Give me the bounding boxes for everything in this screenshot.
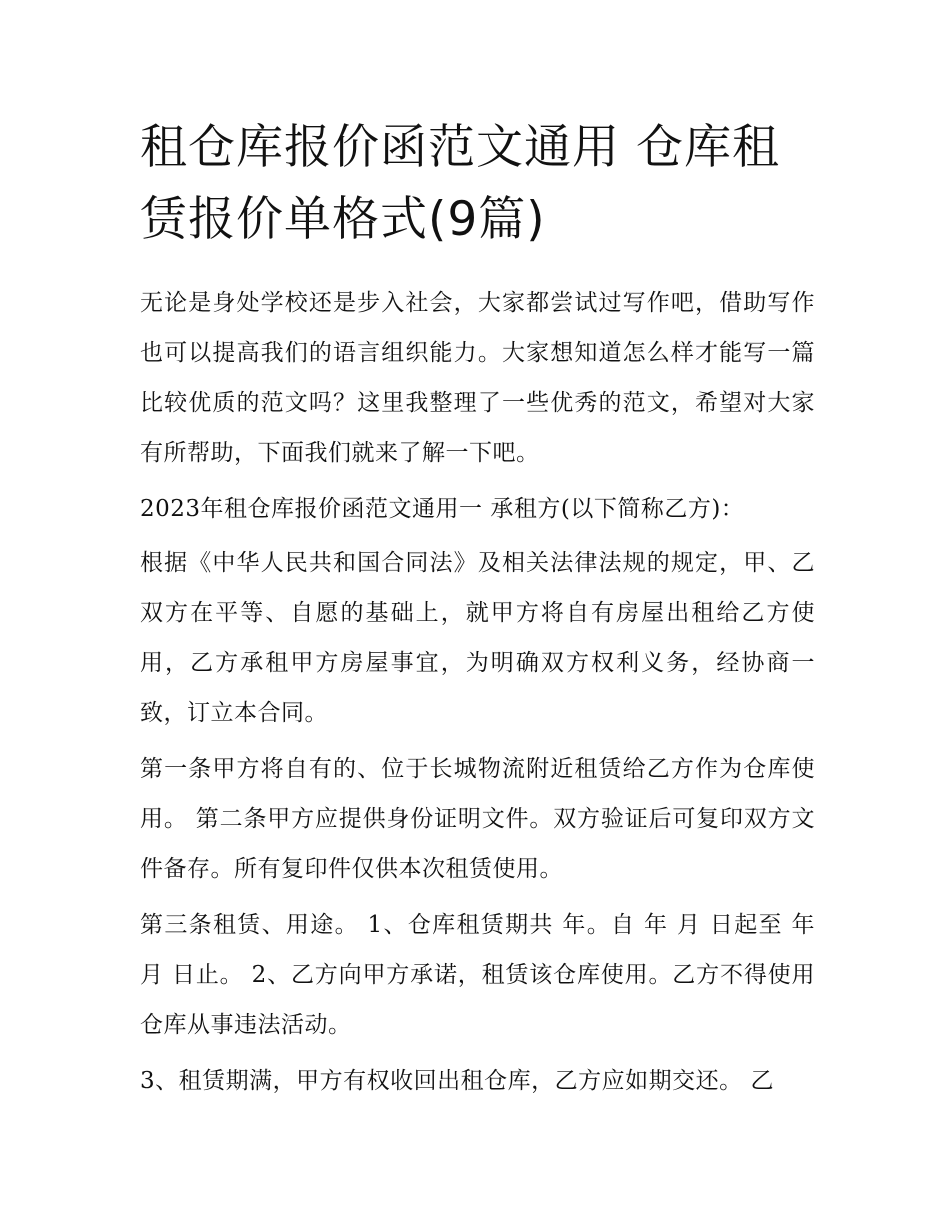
lease-expiry-paragraph: 3、租赁期满，甲方有权收回出租仓库，乙方应如期交还。 乙 bbox=[140, 1068, 774, 1094]
document-page bbox=[140, 112, 815, 1112]
article-one-paragraph: 第一条甲方将自有的、位于长城物流附近租赁给乙方作为仓库使用。 第二条甲方应提供身份证明文件。双方验证后可复印双方文件备存。所有复印件仅供本次租赁使用。 bbox=[140, 756, 815, 882]
article-three-paragraph: 第三条租赁、用途。 1、仓库租赁期共 年。自 年 月 日起至 年 月 日止。 2、乙方向甲方承诺，租赁该仓库使用。乙方不得使用仓库从事违法活动。 bbox=[140, 912, 815, 1038]
document-title: 租仓库报价函范文通用 仓库租赁报价单格式(9篇) bbox=[140, 120, 780, 247]
intro-paragraph: 无论是身处学校还是步入社会，大家都尝试过写作吧，借助写作也可以提高我们的语言组织能力。大家想知道怎么样才能写一篇比较优质的范文吗？这里我整理了一些优秀的范文，希望对大家有所帮助，下面我们就来了解一下吧。 bbox=[140, 290, 815, 466]
contract-preamble-paragraph: 根据《中华人民共和国合同法》及相关法律法规的规定，甲、乙双方在平等、自愿的基础上，就甲方将自有房屋出租给乙方使用，乙方承租甲方房屋事宜，为明确双方权利义务，经协商一致，订立本合同。 bbox=[140, 550, 815, 726]
section-heading-paragraph: 2023年租仓库报价函范文通用一 承租方(以下简称乙方)： bbox=[140, 496, 745, 522]
